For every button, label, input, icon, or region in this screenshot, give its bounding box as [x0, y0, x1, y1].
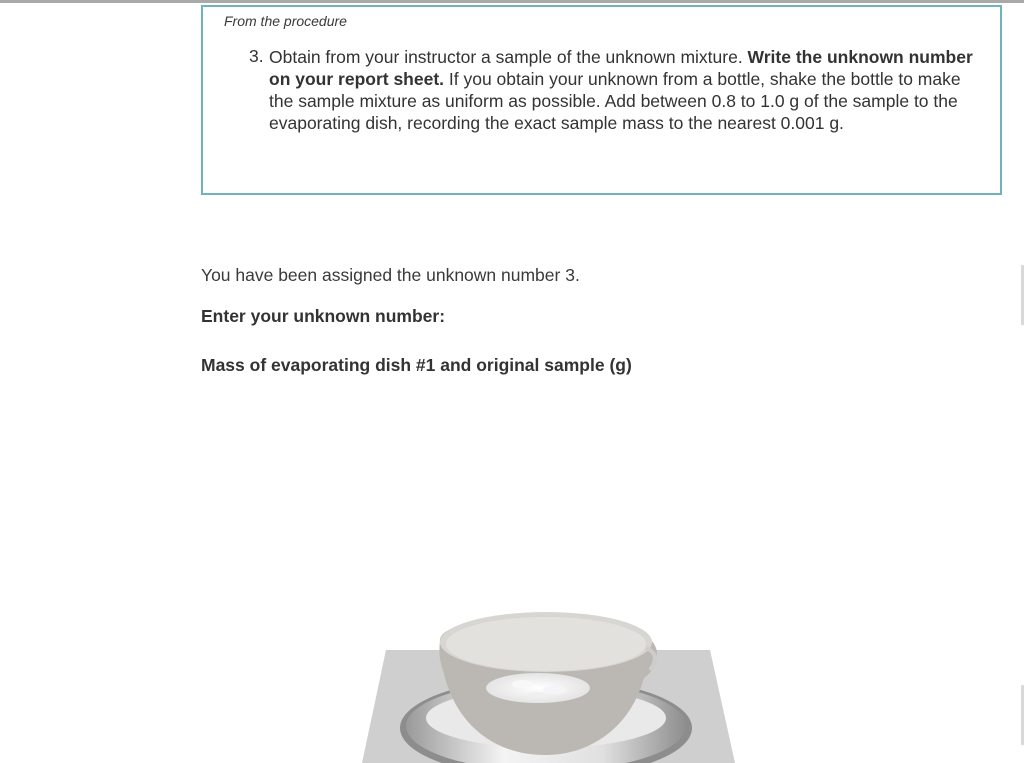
balance-scene — [350, 600, 750, 763]
assigned-unknown-text: You have been assigned the unknown number 3. — [201, 265, 580, 285]
step-number: 3. — [249, 46, 264, 66]
step-text-part-1: Obtain from your instructor a sample of the unknown mixture. — [269, 47, 748, 67]
step-text-bold: Write the unknown number on your report sheet. — [269, 47, 973, 89]
step-text-part-2: If you obtain your unknown from a bottle, shake the bottle to make the sample mixture as uniform as possible. Add between 0.8 to 1.0 g of the sample to the evaporating dish, recording the exact sample mass to the nearest 0.001 g. — [269, 69, 961, 133]
top-bar — [0, 0, 1024, 3]
mass-label: Mass of evaporating dish #1 and original sample (g) — [201, 355, 632, 375]
dish-opening-inner — [446, 617, 646, 671]
unknown-number-label: Enter your unknown number: — [201, 306, 446, 326]
procedure-caption: From the procedure — [224, 13, 347, 29]
sample-powder — [486, 673, 590, 703]
step-text — [269, 46, 989, 134]
procedure-box — [201, 5, 1002, 195]
